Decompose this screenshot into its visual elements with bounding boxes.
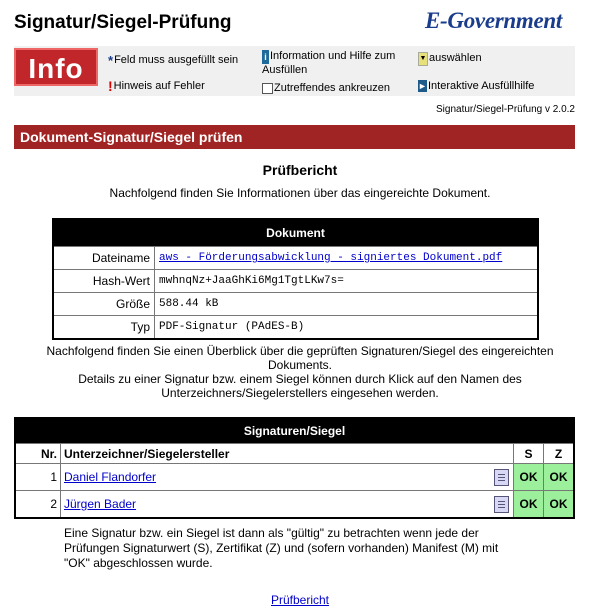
document-table bbox=[52, 218, 539, 340]
document-details-icon[interactable] bbox=[494, 496, 509, 513]
filename-label: Dateiname bbox=[53, 247, 155, 270]
egovernment-logo: E-Government bbox=[425, 8, 562, 33]
legend-item-error: !Hinweis auf Fehler bbox=[108, 78, 205, 94]
type-label: Typ bbox=[53, 316, 155, 340]
status-badge: OK bbox=[514, 491, 544, 519]
report-link[interactable]: Prüfbericht bbox=[270, 593, 330, 607]
legend-item-info: i Information und Hilfe zum Ausfüllen bbox=[262, 50, 396, 76]
info-button[interactable]: Info bbox=[14, 48, 98, 86]
select-icon: ▼ bbox=[418, 52, 428, 66]
size-label: Größe bbox=[53, 293, 155, 316]
document-table-header: Dokument bbox=[53, 219, 538, 247]
column-s: S bbox=[514, 444, 544, 464]
signature-nr: 2 bbox=[15, 491, 61, 519]
signer-link[interactable]: Jürgen Bader bbox=[64, 497, 137, 511]
version-label: Signatur/Siegel-Prüfung v 2.0.2 bbox=[436, 104, 575, 115]
type-value: PDF-Signatur (PAdES-B) bbox=[155, 316, 539, 340]
legend-item-interactive: ►Interaktive Ausfüllhilfe bbox=[418, 80, 535, 92]
asterisk-icon: * bbox=[108, 53, 114, 68]
filename-link[interactable]: aws - Förderungsabwicklung - signiertes Dokument.pdf bbox=[159, 252, 503, 264]
signer-link[interactable]: Daniel Flandorfer bbox=[64, 470, 157, 484]
status-badge: OK bbox=[544, 464, 575, 491]
table-row bbox=[15, 464, 574, 491]
table-row bbox=[53, 316, 538, 340]
table-row bbox=[53, 293, 538, 316]
section-title: Dokument-Signatur/Siegel prüfen bbox=[14, 125, 575, 149]
arrow-icon: ► bbox=[418, 81, 427, 91]
signature-nr: 1 bbox=[15, 464, 61, 491]
column-nr: Nr. bbox=[15, 444, 61, 464]
legend-item-select: ▼ auswählen bbox=[419, 52, 482, 64]
hash-label: Hash-Wert bbox=[53, 270, 155, 293]
signatures-table bbox=[14, 417, 575, 519]
column-z: Z bbox=[544, 444, 575, 464]
table-row bbox=[53, 270, 538, 293]
legend-panel bbox=[14, 46, 575, 96]
column-signer: Unterzeichner/Siegelersteller bbox=[61, 444, 514, 464]
status-badge: OK bbox=[514, 464, 544, 491]
exclamation-icon: ! bbox=[108, 78, 113, 94]
status-badge: OK bbox=[544, 491, 575, 519]
size-value: 588.44 kB bbox=[155, 293, 539, 316]
page-title: Signatur/Siegel-Prüfung bbox=[14, 12, 232, 33]
table-row bbox=[53, 247, 538, 270]
info-icon: i bbox=[262, 50, 269, 64]
overview-text: Nachfolgend finden Sie einen Überblick über die geprüften Signaturen/Siegel des eingereichten Dokuments. Details zu einer Signatur bzw. einem Siegel können durch Klick auf den Namen des Unterzeichners/Siegelerstellers eingesehen werden. bbox=[46, 344, 554, 400]
report-title: Prüfbericht bbox=[262, 162, 338, 178]
report-intro: Nachfolgend finden Sie Informationen über das eingereichte Dokument. bbox=[109, 186, 491, 200]
legend-item-required: *Feld muss ausgefüllt sein bbox=[108, 53, 239, 68]
checkbox-icon bbox=[262, 83, 273, 94]
legend-item-checkbox: Zutreffendes ankreuzen bbox=[262, 82, 390, 95]
signatures-table-header: Signaturen/Siegel bbox=[15, 418, 574, 444]
table-row bbox=[15, 491, 574, 519]
validity-note: Eine Signatur bzw. ein Siegel ist dann als "gültig" zu betrachten wenn jede der Prüfungen Signaturwert (S), Zertifikat (Z) und (sofern vorhanden) Manifest (M) mit "OK" abgeschlossen wurde. bbox=[64, 526, 499, 570]
document-details-icon[interactable] bbox=[494, 469, 509, 486]
hash-value: mwhnqNz+JaaGhKi6Mg1TgtLKw7s= bbox=[155, 270, 539, 293]
